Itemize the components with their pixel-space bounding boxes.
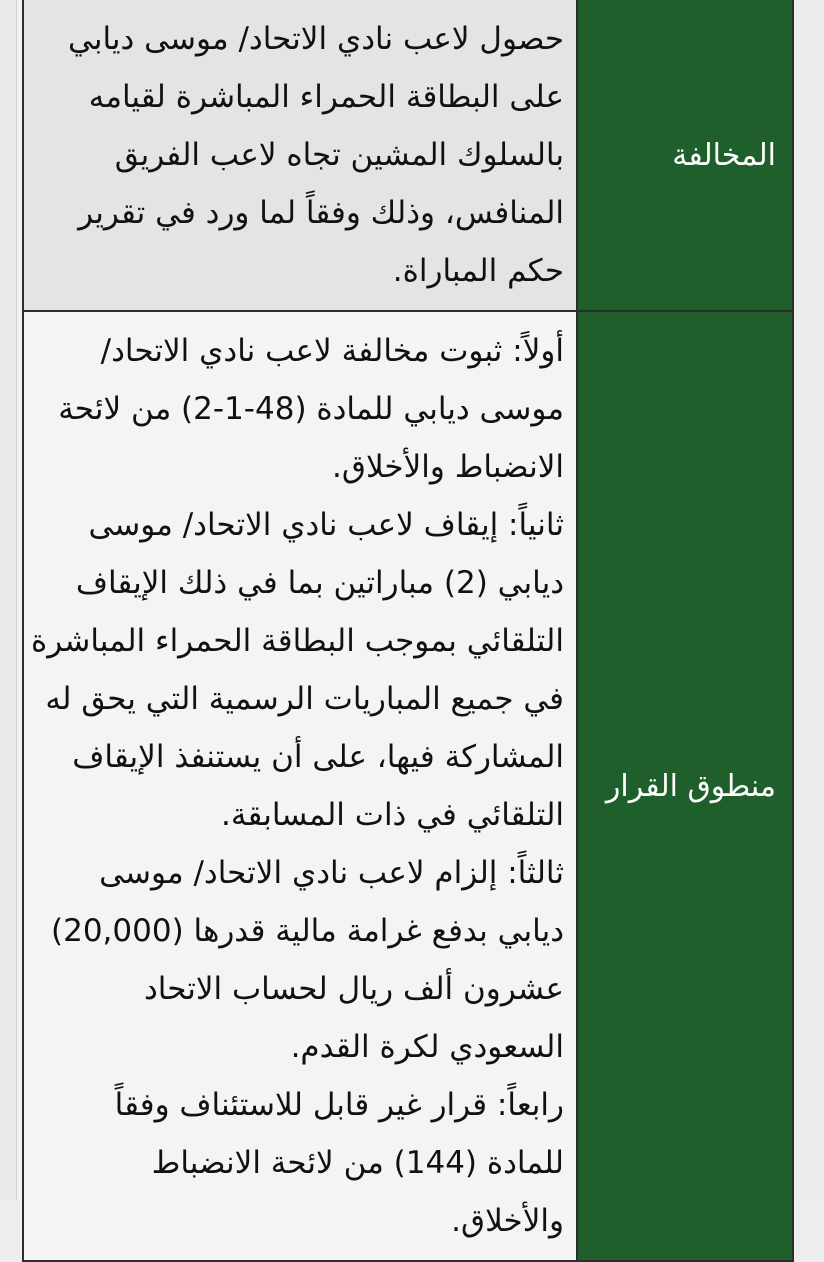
decision-table [22,0,794,1262]
decision-label: منطوق القرار [577,311,793,1261]
violation-label: المخالفة [577,0,793,311]
decision-item-fourth: رابعاً: قرار غير قابل للاستئناف وفقاً للمادة (144) من لائحة الانضباط والأخلاق. [114,1087,564,1239]
violation-paragraph: حصول لاعب نادي الاتحاد/ موسى ديابي على البطاقة الحمراء المباشرة لقيامه بالسلوك المشين تجاه لاعب الفريق المنافس، وذلك وفقاً لما ورد في تقرير حكم المباراة. [67,21,564,289]
violation-text [23,0,577,311]
decision-item-third: ثالثاً: إلزام لاعب نادي الاتحاد/ موسى ديابي بدفع غرامة مالية قدرها (20,000) عشرون ألف ريال لحساب الاتحاد السعودي لكرة القدم. [51,855,564,1065]
decision-text [23,311,577,1261]
decision-item-second: ثانياً: إيقاف لاعب نادي الاتحاد/ موسى ديابي (2) مباراتين بما في ذلك الإيقاف التلقائي بموجب البطاقة الحمراء المباشرة في جميع المباريات الرسمية التي يحق له المشاركة فيها، على أن يستنفذ الإيقاف التلقائي في ذات المسابقة. [31,507,564,833]
right-margin-strip [793,0,824,1200]
decision-item-first: أولاً: ثبوت مخالفة لاعب نادي الاتحاد/ موسى ديابي للمادة (48-1-2) من لائحة الانضباط والأخلاق. [58,333,564,485]
left-margin-strip [0,0,17,1200]
table-row-decision [23,311,793,1261]
table-row-violation [23,0,793,311]
